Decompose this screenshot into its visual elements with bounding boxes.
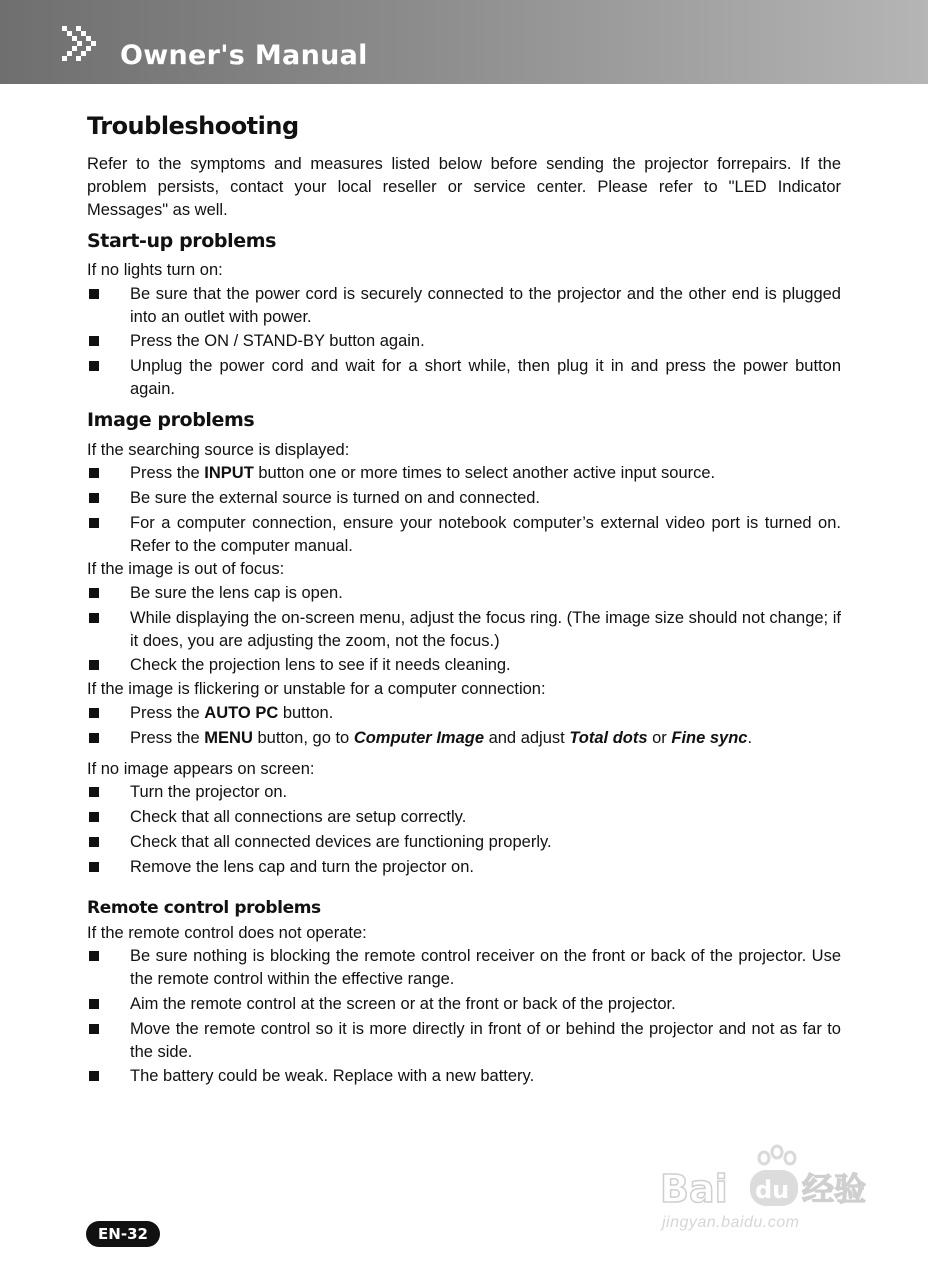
rich-item: Press the MENU button, go to Computer Image and adjust Total dots or Fine sync.	[130, 729, 753, 747]
square-bullet-icon	[89, 708, 99, 718]
chevron-right-icon	[62, 26, 106, 66]
square-bullet-icon	[89, 613, 99, 623]
image-heading: Image problems	[87, 409, 255, 431]
page-number-badge: EN-32	[86, 1221, 160, 1247]
image-lead-source: If the searching source is displayed:	[87, 441, 350, 459]
list-item: Check the projection lens to see if it needs cleaning.	[87, 654, 841, 677]
square-bullet-icon	[89, 336, 99, 346]
list-item: The battery could be weak. Replace with a new battery.	[87, 1065, 841, 1088]
square-bullet-icon	[89, 951, 99, 961]
svg-text:经验: 经验	[802, 1170, 867, 1208]
list-item: Move the remote control so it is more directly in front of or behind the projector and not as far to the side.	[87, 1018, 841, 1064]
rich-item: Press the INPUT button one or more times to select another active input source.	[130, 464, 716, 482]
image-lead-flicker: If the image is flickering or unstable for a computer connection:	[87, 680, 546, 698]
startup-lead: If no lights turn on:	[87, 261, 223, 279]
square-bullet-icon	[89, 837, 99, 847]
square-bullet-icon	[89, 1071, 99, 1081]
remote-lead: If the remote control does not operate:	[87, 924, 367, 942]
list-item	[87, 702, 841, 725]
rich-item: Press the AUTO PC button.	[130, 704, 334, 722]
square-bullet-icon	[89, 468, 99, 478]
square-bullet-icon	[89, 812, 99, 822]
square-bullet-icon	[89, 289, 99, 299]
list-item: Check that all connections are setup correctly.	[87, 806, 841, 829]
square-bullet-icon	[89, 588, 99, 598]
list-item: Press the ON / STAND-BY button again.	[87, 330, 841, 353]
list-item: Turn the projector on.	[87, 781, 841, 804]
watermark-url: jingyan.baidu.com	[662, 1214, 800, 1231]
image-lead-noimage: If no image appears on screen:	[87, 760, 315, 778]
square-bullet-icon	[89, 1024, 99, 1034]
list-item: Be sure the lens cap is open.	[87, 582, 841, 605]
svg-text:Bai: Bai	[660, 1167, 728, 1211]
header-title: Owner's Manual	[120, 40, 368, 71]
svg-text:du: du	[755, 1176, 790, 1204]
list-item: Be sure that the power cord is securely connected to the projector and the other end is plugged into an outlet with power.	[87, 283, 841, 329]
intro-paragraph: Refer to the symptoms and measures listed below before sending the projector forrepairs. If the problem persists, contact your local reseller or service center. Please refer to "LED Indicator Messages" as well.	[87, 155, 841, 219]
list-item: Check that all connected devices are functioning properly.	[87, 831, 841, 854]
list-item: While displaying the on-screen menu, adjust the focus ring. (The image size should not change; if it does, you are adjusting the zoom, not the focus.)	[87, 607, 841, 653]
remote-heading: Remote control problems	[87, 898, 321, 918]
square-bullet-icon	[89, 787, 99, 797]
list-item	[87, 462, 841, 485]
list-item: Be sure the external source is turned on and connected.	[87, 487, 841, 510]
image-lead-focus: If the image is out of focus:	[87, 560, 285, 578]
square-bullet-icon	[89, 862, 99, 872]
square-bullet-icon	[89, 518, 99, 528]
list-item: Remove the lens cap and turn the projector on.	[87, 856, 841, 879]
list-item	[87, 727, 841, 750]
page-title: Troubleshooting	[87, 112, 299, 140]
square-bullet-icon	[89, 493, 99, 503]
square-bullet-icon	[89, 733, 99, 743]
square-bullet-icon	[89, 361, 99, 371]
baidu-watermark-logo	[660, 1140, 880, 1212]
square-bullet-icon	[89, 999, 99, 1009]
list-item: Be sure nothing is blocking the remote control receiver on the front or back of the projector. Use the remote control within the effective range.	[87, 945, 841, 991]
header-bar	[0, 0, 928, 84]
list-item: Aim the remote control at the screen or at the front or back of the projector.	[87, 993, 841, 1016]
square-bullet-icon	[89, 660, 99, 670]
list-item: Unplug the power cord and wait for a short while, then plug it in and press the power button again.	[87, 355, 841, 401]
list-item: For a computer connection, ensure your notebook computer’s external video port is turned on. Refer to the computer manual.	[87, 512, 841, 558]
startup-heading: Start-up problems	[87, 230, 276, 252]
